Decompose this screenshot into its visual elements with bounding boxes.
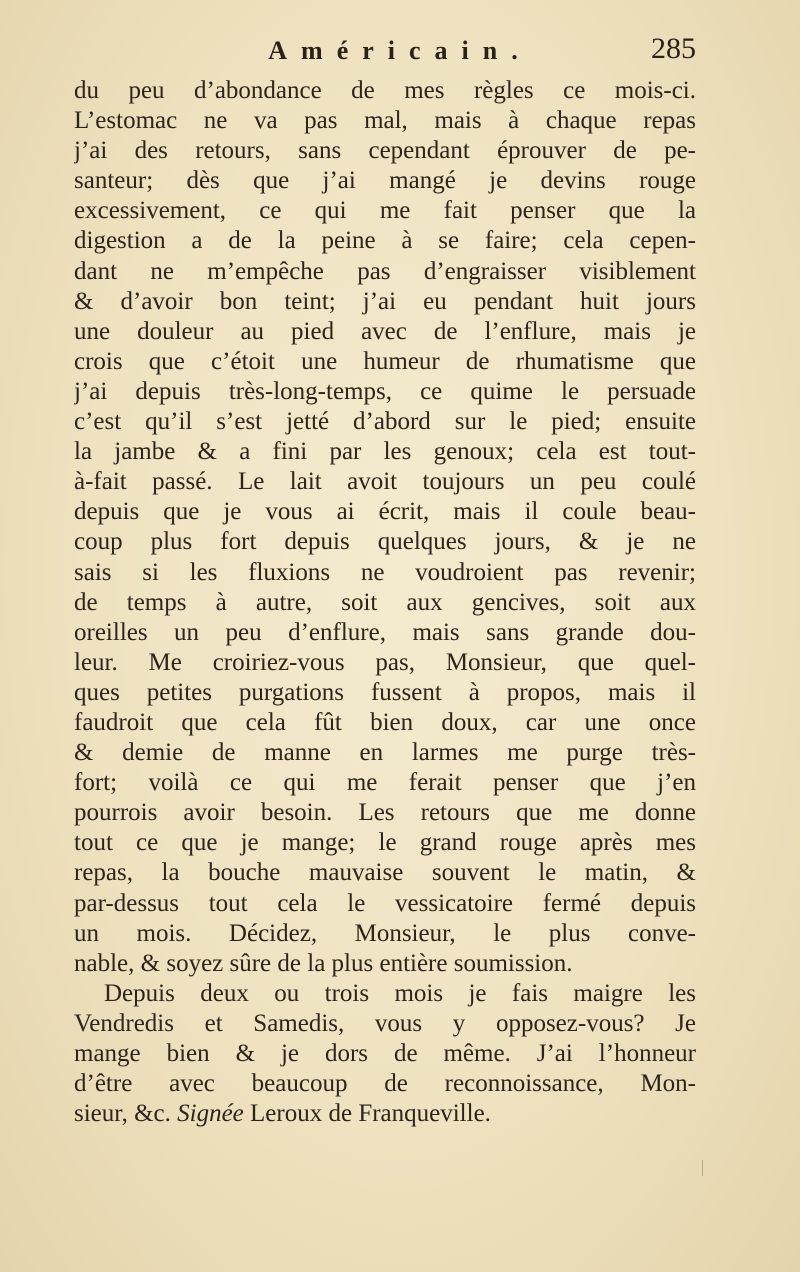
text-line: crois que c’étoit une humeur de rhumatisme que: [74, 347, 696, 375]
text-line: j’ai depuis très-long-temps, ce quime le persuade: [74, 377, 696, 405]
text-line: du peu d’abondance de mes règles ce mois-ci.: [74, 77, 696, 104]
closing-line-start: sieur, &c.: [74, 1100, 178, 1128]
text-line: une douleur au pied avec de l’enflure, mais je: [74, 317, 696, 345]
text-line: de temps à autre, soit aux gencives, soit aux: [74, 588, 696, 616]
text-line: & demie de manne en larmes me purge très-: [74, 739, 696, 767]
text-line: c’est qu’il s’est jetté d’abord sur le pied; ensuite: [74, 408, 696, 436]
signee-word: Signée: [177, 1100, 244, 1128]
text-line: santeur; dès que j’ai mangé je devins rouge: [74, 167, 696, 195]
text-line: à-fait passé. Le lait avoit toujours un peu coulé: [74, 468, 696, 496]
signature-name: Leroux de Franqueville.: [243, 1100, 491, 1128]
text-line: & d’avoir bon teint; j’ai eu pendant huit jours: [74, 287, 696, 315]
text-line: d’être avec beaucoup de reconnoissance, Mon-: [74, 1070, 696, 1098]
text-line: oreilles un peu d’enflure, mais sans grande dou-: [74, 618, 696, 646]
page-header: [74, 30, 696, 74]
text-line: pourrois avoir besoin. Les retours que me donne: [74, 799, 696, 827]
stray-ink-mark: [702, 1160, 703, 1176]
text-line: sais si les fluxions ne voudroient pas revenir;: [74, 558, 696, 586]
text-line: coup plus fort depuis quelques jours, & je ne: [74, 528, 696, 556]
text-line: repas, la bouche mauvaise souvent le matin, &: [74, 859, 696, 887]
text-line: ques petites purgations fussent à propos, mais il: [74, 678, 696, 706]
paragraph-end-line: nable, & soyez sûre de la plus entière soumission.: [74, 949, 573, 977]
text-line: par-dessus tout cela le vessicatoire fermé depuis: [74, 889, 696, 917]
text-line: un mois. Décidez, Monsieur, le plus conve-: [74, 919, 696, 947]
text-line: depuis que je vous ai écrit, mais il coule beau-: [74, 498, 696, 526]
text-line: tout ce que je mange; le grand rouge après mes: [74, 829, 696, 857]
page-number: 285: [651, 32, 696, 65]
closing-line: [74, 1099, 696, 1129]
text-line: la jambe & a fini par les genoux; cela est tout-: [74, 438, 696, 466]
text-line: excessivement, ce qui me fait penser que la: [74, 197, 696, 225]
text-line: fort; voilà ce qui me ferait penser que j’en: [74, 769, 696, 797]
text-line: j’ai des retours, sans cependant éprouver de pe-: [74, 137, 696, 165]
text-line: Vendredis et Samedis, vous y opposez-vous? Je: [74, 1009, 696, 1037]
text-line: L’estomac ne va pas mal, mais à chaque repas: [74, 107, 696, 135]
text-line: dant ne m’empêche pas d’engraisser visiblement: [74, 257, 696, 285]
running-head: Américain.: [268, 36, 532, 65]
text-line: mange bien & je dors de même. J’ai l’honneur: [74, 1040, 696, 1067]
text-line: leur. Me croiriez-vous pas, Monsieur, que quel-: [74, 648, 696, 676]
text-line: faudroit que cela fût bien doux, car une once: [74, 708, 696, 736]
text-line: digestion a de la peine à se faire; cela cepen-: [74, 227, 696, 255]
body-text: [74, 76, 696, 1129]
paragraph-start-line: Depuis deux ou trois mois je fais maigre les: [104, 979, 696, 1007]
